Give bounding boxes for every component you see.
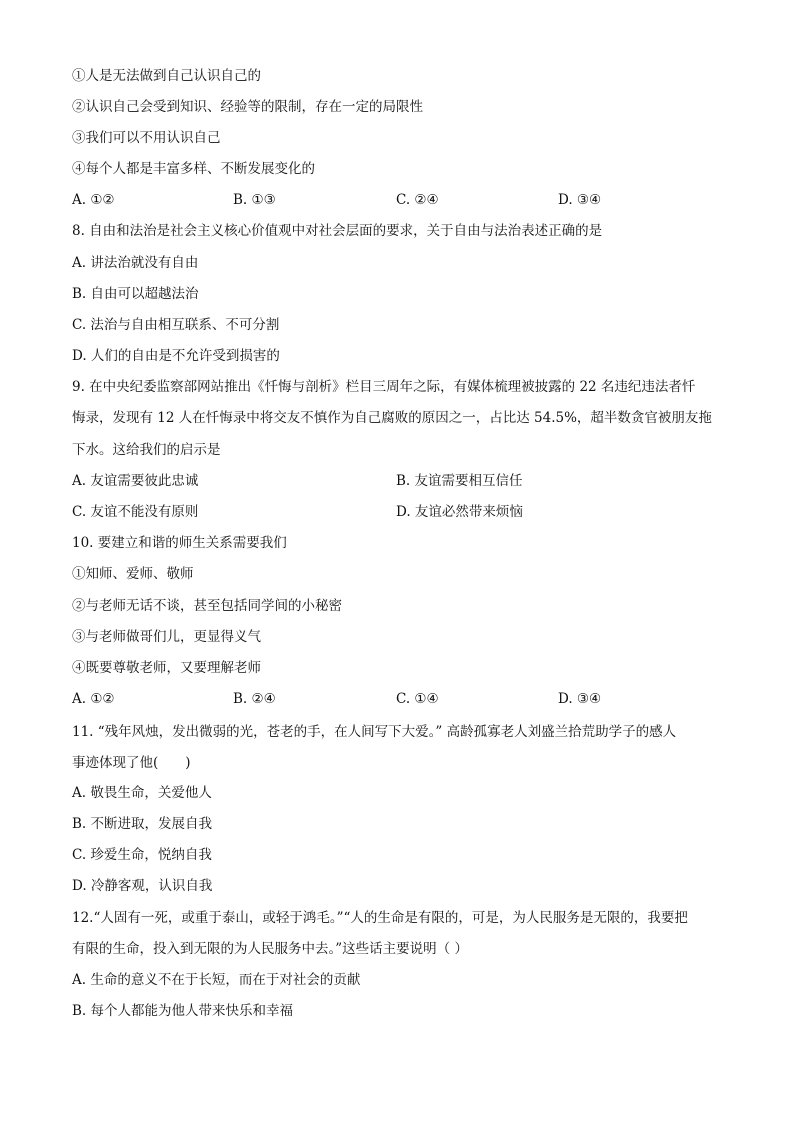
question-8-stem: 8. 自由和法治是社会主义核心价值观中对社会层面的要求，关于自由与法治表述正确的是 bbox=[72, 223, 603, 239]
question-8-option-a: A. 讲法治就没有自由 bbox=[72, 255, 199, 271]
statement-3: ③我们可以不用认识自己 bbox=[72, 130, 221, 146]
question-9-option-a: A. 友谊需要彼此忠诚 bbox=[72, 473, 199, 489]
question-10-option-d: D. ③④ bbox=[558, 691, 602, 707]
statement-1: ①人是无法做到自己认识自己的 bbox=[72, 68, 261, 84]
question-9-option-b: B. 友谊需要相互信任 bbox=[396, 473, 523, 489]
question-8-option-b: B. 自由可以超越法治 bbox=[72, 286, 199, 302]
statement-4: ④每个人都是丰富多样、不断发展变化的 bbox=[72, 161, 315, 177]
question-10-statement-1: ①知师、爱师、敬师 bbox=[72, 566, 194, 582]
question-12-stem-line: 有限的生命，投入到无限的为人民服务中去。”这些话主要说明（ ） bbox=[72, 941, 468, 957]
question-11-option-c: C. 珍爱生命，悦纳自我 bbox=[72, 847, 212, 863]
question-10-option-c: C. ①④ bbox=[396, 691, 439, 707]
question-10-option-b: B. ②④ bbox=[233, 691, 276, 707]
question-12-option-a: A. 生命的意义不在于长短，而在于对社会的贡献 bbox=[72, 972, 361, 988]
question-11-option-d: D. 冷静客观，认识自我 bbox=[72, 878, 213, 894]
question-12-option-b: B. 每个人都能为他人带来快乐和幸福 bbox=[72, 1003, 294, 1019]
question-9-stem-line: 下水。这给我们的启示是 bbox=[72, 442, 221, 458]
question-9-stem-line: 悔录，发现有 12 人在忏悔录中将交友不慎作为自己腐败的原因之一，占比达 54.5%，超半数贪官被朋友拖 bbox=[72, 410, 712, 426]
option-a: A. ①② bbox=[72, 192, 115, 208]
question-8-option-c: C. 法治与自由相互联系、不可分割 bbox=[72, 317, 280, 333]
question-10-option-a: A. ①② bbox=[72, 691, 115, 707]
question-9-stem-line: 9. 在中央纪委监察部网站推出《忏悔与剖析》栏目三周年之际，有媒体梳理被披露的 22 名违纪违法者忏 bbox=[72, 379, 696, 395]
question-10-stem: 10. 要建立和谐的师生关系需要我们 bbox=[72, 535, 287, 551]
question-10-statement-3: ③与老师做哥们儿，更显得义气 bbox=[72, 629, 261, 645]
question-9-option-d: D. 友谊必然带来烦恼 bbox=[396, 504, 523, 520]
statement-2: ②认识自己会受到知识、经验等的限制，存在一定的局限性 bbox=[72, 99, 423, 115]
question-11-stem-line: 事迹体现了他( ) bbox=[72, 755, 191, 771]
question-11-option-b: B. 不断进取，发展自我 bbox=[72, 816, 213, 832]
question-10-statement-2: ②与老师无话不谈，甚至包括同学间的小秘密 bbox=[72, 598, 342, 614]
option-d: D. ③④ bbox=[558, 192, 602, 208]
option-c: C. ②④ bbox=[396, 192, 439, 208]
option-b: B. ①③ bbox=[233, 192, 276, 208]
question-9-option-c: C. 友谊不能没有原则 bbox=[72, 504, 199, 520]
question-8-option-d: D. 人们的自由是不允许受到损害的 bbox=[72, 348, 280, 364]
question-11-stem-line: 11. “残年风烛，发出微弱的光，苍老的手，在人间写下大爱。” 高龄孤寡老人刘盛兰拾荒助学子的感人 bbox=[72, 724, 677, 740]
question-11-option-a: A. 敬畏生命，关爱他人 bbox=[72, 785, 212, 801]
question-10-statement-4: ④既要尊敬老师，又要理解老师 bbox=[72, 660, 261, 676]
question-12-stem-line: 12.“人固有一死，或重于泰山，或轻于鸿毛。”“人的生命是有限的，可是，为人民服务是无限的，我要把 bbox=[72, 910, 688, 926]
